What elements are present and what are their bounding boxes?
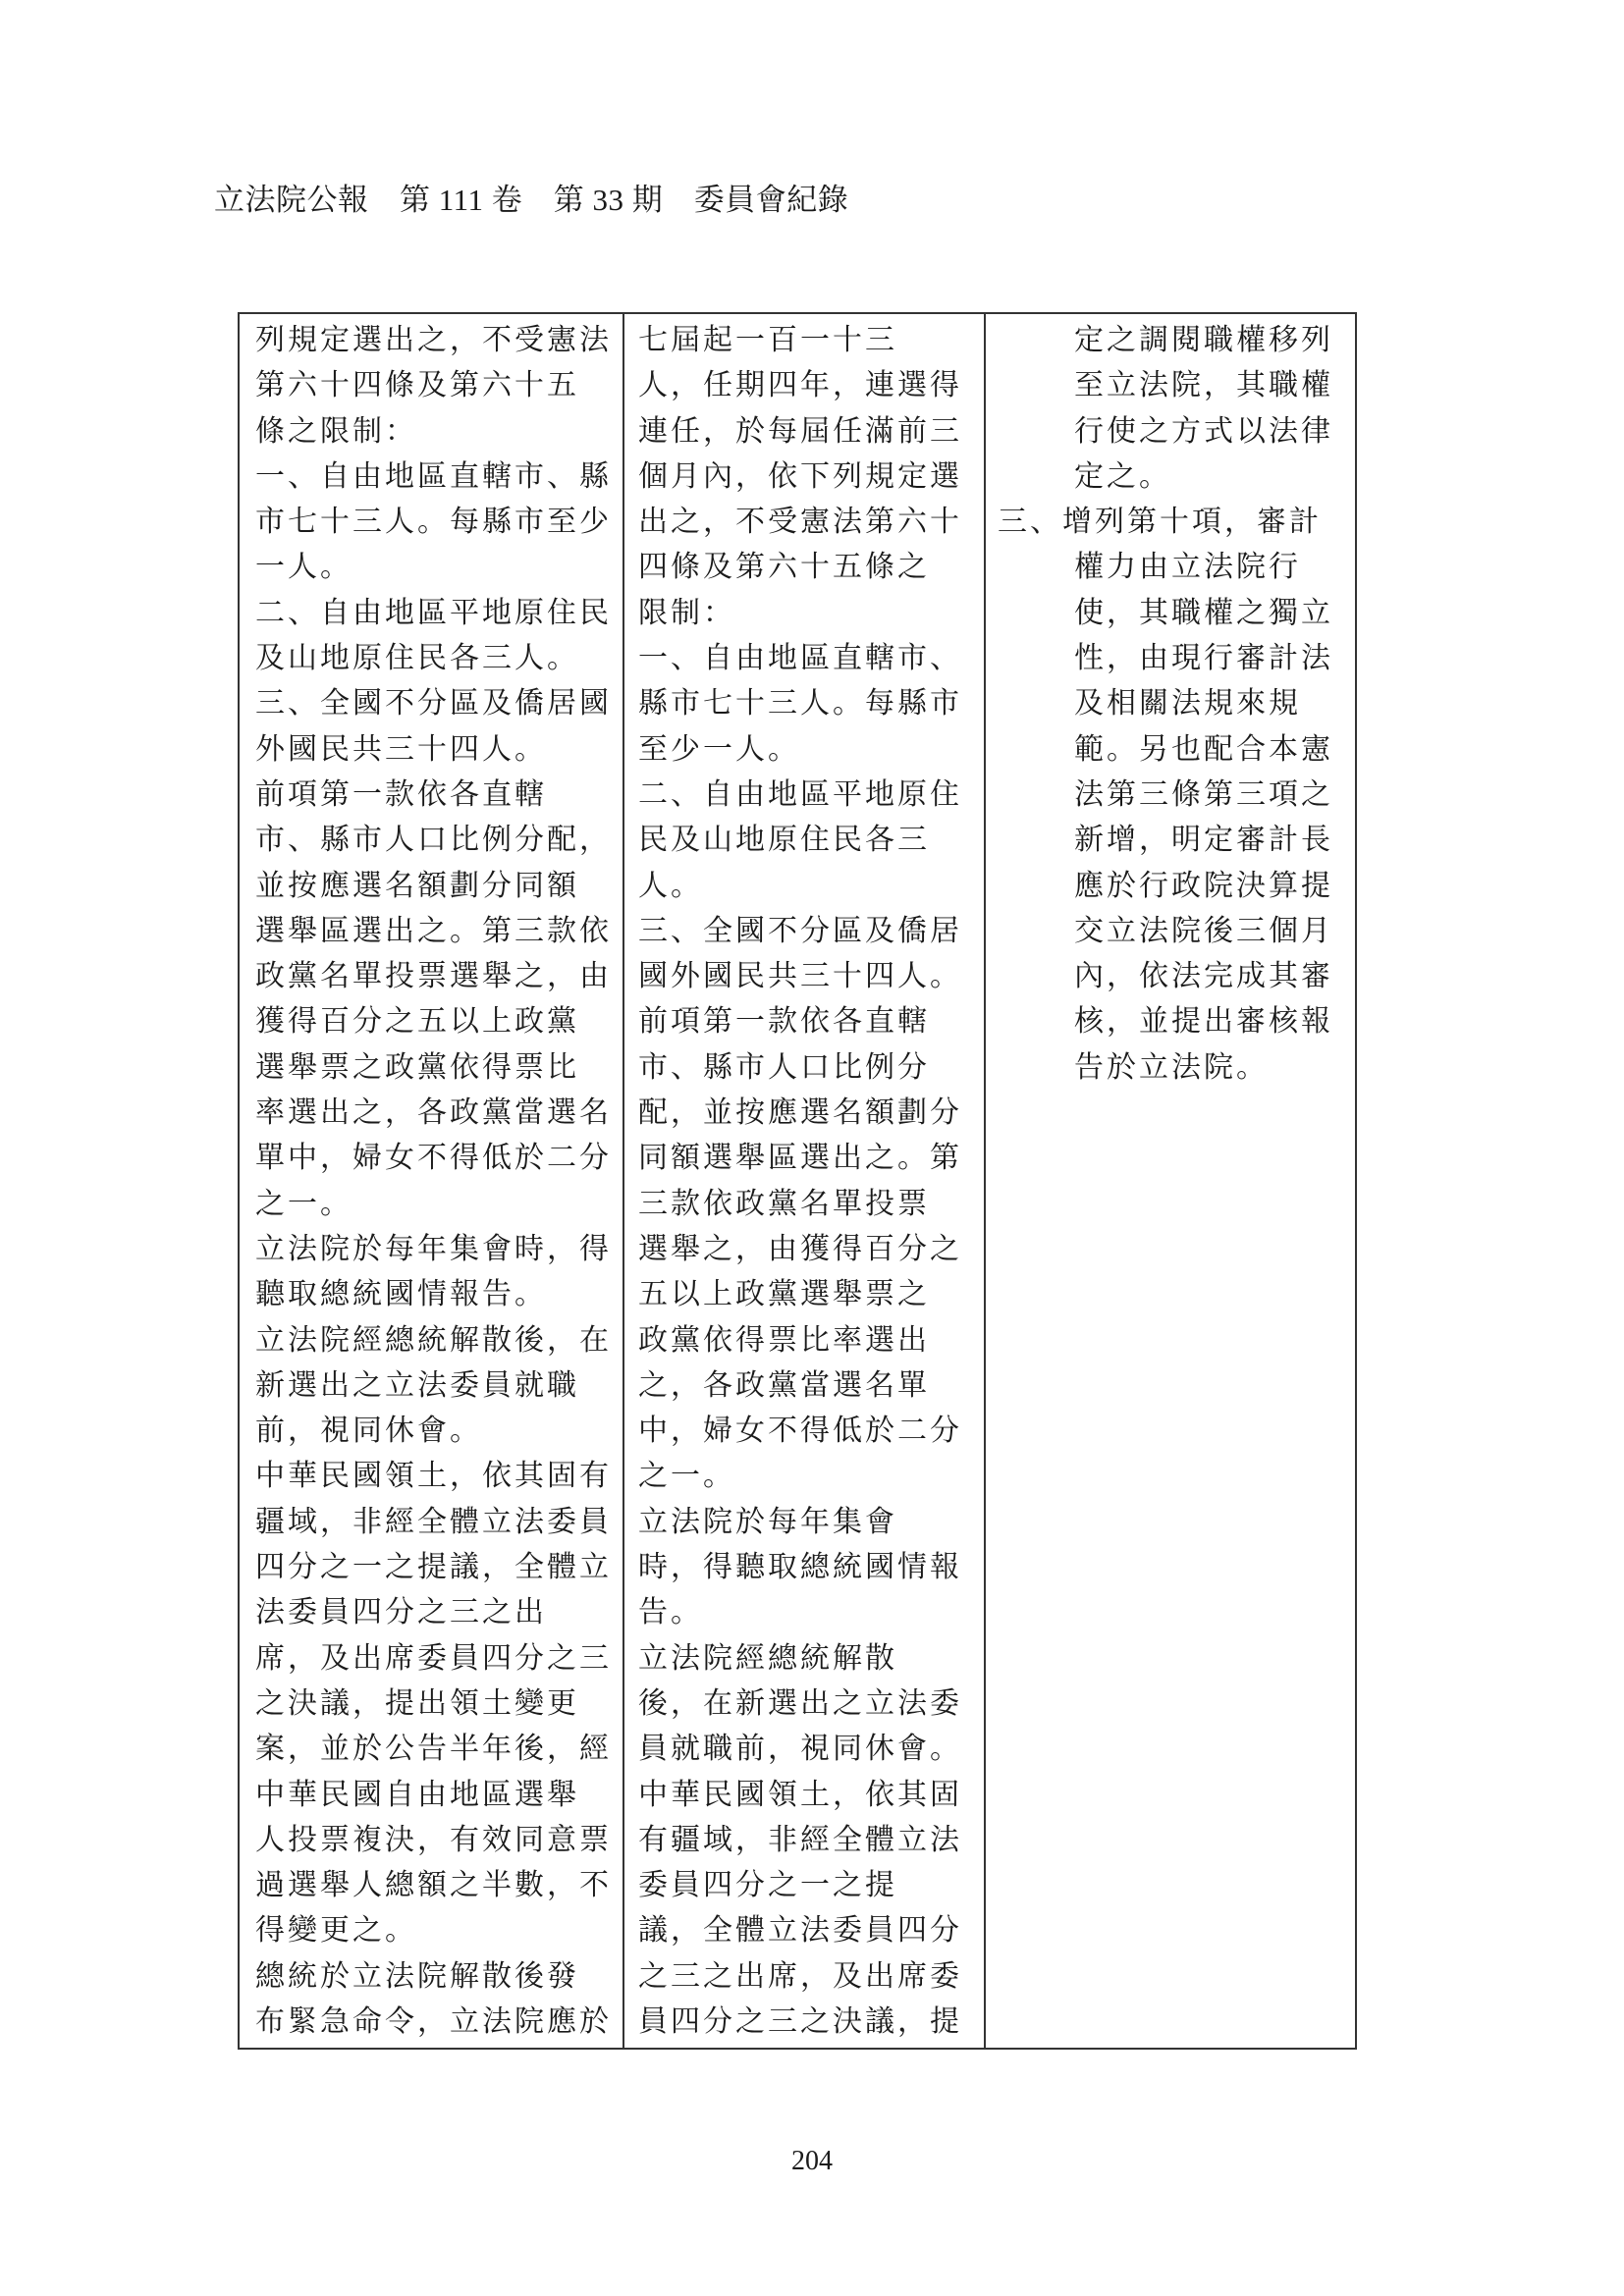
- table-line: 市、縣市人口比例分配，: [255, 823, 612, 858]
- table-line: 人，任期四年，連選得: [638, 368, 962, 403]
- table-column-3: [986, 314, 1355, 2048]
- table-line: 三款依政黨名單投票: [638, 1186, 930, 1221]
- table-line: 出之，不受憲法第六十: [638, 505, 962, 540]
- table-line: 中華民國領土，依其固: [638, 1777, 962, 1812]
- table-line: 疆域，非經全體立法委員: [255, 1504, 612, 1539]
- table-line: 第六十四條及第六十五: [255, 368, 579, 403]
- table-line: 同額選舉區選出之。第: [638, 1141, 962, 1176]
- table-line: 席，及出席委員四分之三: [255, 1640, 612, 1676]
- table-line: 布緊急命令，立法院應於: [255, 2003, 612, 2039]
- table-line: 三、增列第十項，審計: [998, 505, 1322, 540]
- table-line: 交立法院後三個月: [1074, 913, 1333, 948]
- table-line: 市七十三人。每縣市至少: [255, 505, 612, 540]
- table-line: 一、自由地區直轄市、: [638, 641, 962, 676]
- table-line: 員四分之三之決議，提: [638, 2003, 962, 2039]
- table-line: 並按應選名額劃分同額: [255, 868, 579, 903]
- table-line: 新增，明定審計長: [1074, 823, 1333, 858]
- table-line: 率選出之，各政黨當選名: [255, 1095, 612, 1131]
- table-line: 縣市七十三人。每縣市: [638, 686, 962, 721]
- table-line: 之三之出席，及出席委: [638, 1958, 962, 1994]
- table-line: 連任，於每屆任滿前三: [638, 413, 962, 449]
- table-line: 法委員四分之三之出: [255, 1595, 547, 1630]
- table-line: 得變更之。: [255, 1913, 417, 1949]
- table-line: 及山地原住民各三人。: [255, 641, 579, 676]
- table-line: 之一。: [638, 1459, 735, 1494]
- table-line: 單中，婦女不得低於二分: [255, 1141, 612, 1176]
- table-line: 一、自由地區直轄市、縣: [255, 458, 612, 494]
- table-line: 前項第一款依各直轄: [255, 776, 547, 812]
- table-line: 委員四分之一之提: [638, 1868, 897, 1903]
- table-line: 前項第一款依各直轄: [638, 1004, 930, 1040]
- table-line: 配，並按應選名額劃分: [638, 1095, 962, 1131]
- table-line: 告。: [638, 1595, 703, 1630]
- table-line: 員就職前，視同休會。: [638, 1732, 962, 1767]
- table-line: 定之調閱職權移列: [1074, 323, 1333, 357]
- table-line: 一人。: [255, 550, 352, 585]
- table-line: 行使之方式以法律: [1074, 413, 1333, 449]
- table-line: 至少一人。: [638, 731, 800, 767]
- table-line: 選舉區選出之。第三款依: [255, 913, 612, 948]
- table-line: 範。另也配合本憲: [1074, 731, 1333, 767]
- table-line: 之，各政黨當選名單: [638, 1367, 930, 1403]
- table-line: 限制：: [638, 595, 735, 630]
- table-line: 案，並於公告半年後，經: [255, 1732, 612, 1767]
- table-line: 性，由現行審計法: [1074, 641, 1333, 676]
- table-line: 前，視同休會。: [255, 1414, 482, 1449]
- table-line: 立法院於每年集會時，得: [255, 1231, 612, 1266]
- table-line: 聽取總統國情報告。: [255, 1277, 547, 1312]
- table-line: 立法院經總統解散後，在: [255, 1322, 612, 1358]
- table-line: 政黨名單投票選舉之，由: [255, 959, 612, 994]
- table-line: 選舉之，由獲得百分之: [638, 1231, 962, 1266]
- table-line: 三、全國不分區及僑居國: [255, 686, 612, 721]
- table-line: 有疆域，非經全體立法: [638, 1822, 962, 1857]
- table-line: 及相關法規來規: [1074, 686, 1301, 721]
- table-line: 核，並提出審核報: [1074, 1004, 1333, 1040]
- table-line: 中，婦女不得低於二分: [638, 1414, 962, 1449]
- table-line: 新選出之立法委員就職: [255, 1367, 579, 1403]
- table-line: 五以上政黨選舉票之: [638, 1277, 930, 1312]
- table-line: 人投票複決，有效同意票: [255, 1822, 612, 1857]
- table-line: 外國民共三十四人。: [255, 731, 547, 767]
- table-line: 個月內，依下列規定選: [638, 458, 962, 494]
- table-line: 告於立法院。: [1074, 1049, 1269, 1085]
- table-line: 二、自由地區平地原住: [638, 776, 962, 812]
- table-line: 四條及第六十五條之: [638, 550, 930, 585]
- table-line: 立法院經總統解散: [638, 1640, 897, 1676]
- table-line: 應於行政院決算提: [1074, 868, 1333, 903]
- table-line: 條之限制：: [255, 413, 417, 449]
- table-line: 至立法院，其職權: [1074, 368, 1333, 403]
- table-line: 之決議，提出領土變更: [255, 1685, 579, 1721]
- table-line: 市、縣市人口比例分: [638, 1049, 930, 1085]
- table-line: 權力由立法院行: [1074, 550, 1301, 585]
- table-line: 內，依法完成其審: [1074, 959, 1333, 994]
- table-line: 使，其職權之獨立: [1074, 595, 1333, 630]
- table-line: 獲得百分之五以上政黨: [255, 1004, 579, 1040]
- table-line: 時，得聽取總統國情報: [638, 1550, 962, 1585]
- table-line: 議，全體立法委員四分: [638, 1913, 962, 1949]
- table-line: 二、自由地區平地原住民: [255, 595, 612, 630]
- table-line: 人。: [638, 868, 703, 903]
- table-line: 之一。: [255, 1186, 352, 1221]
- table-line: 過選舉人總額之半數，不: [255, 1868, 612, 1903]
- table-line: 後，在新選出之立法委: [638, 1685, 962, 1721]
- table-line: 民及山地原住民各三: [638, 823, 930, 858]
- table-line: 七屆起一百一十三: [638, 323, 897, 357]
- table-line: 中華民國領土，依其固有: [255, 1459, 612, 1494]
- comparison-table: [238, 312, 1357, 2050]
- table-column-1: [240, 314, 624, 2048]
- running-header: 立法院公報 第 111 卷 第 33 期 委員會紀錄: [214, 183, 849, 217]
- table-line: 定之。: [1074, 458, 1171, 494]
- table-column-2: [624, 314, 986, 2048]
- table-line: 中華民國自由地區選舉: [255, 1777, 579, 1812]
- table-line: 總統於立法院解散後發: [255, 1958, 579, 1994]
- table-line: 政黨依得票比率選出: [638, 1322, 930, 1358]
- table-line: 立法院於每年集會: [638, 1504, 897, 1539]
- table-line: 四分之一之提議，全體立: [255, 1550, 612, 1585]
- table-line: 列規定選出之，不受憲法: [255, 323, 612, 357]
- table-line: 選舉票之政黨依得票比: [255, 1049, 579, 1085]
- table-line: 三、全國不分區及僑居: [638, 913, 962, 948]
- page-number: 204: [791, 2146, 833, 2176]
- table-line: 法第三條第三項之: [1074, 776, 1333, 812]
- table-line: 國外國民共三十四人。: [638, 959, 962, 994]
